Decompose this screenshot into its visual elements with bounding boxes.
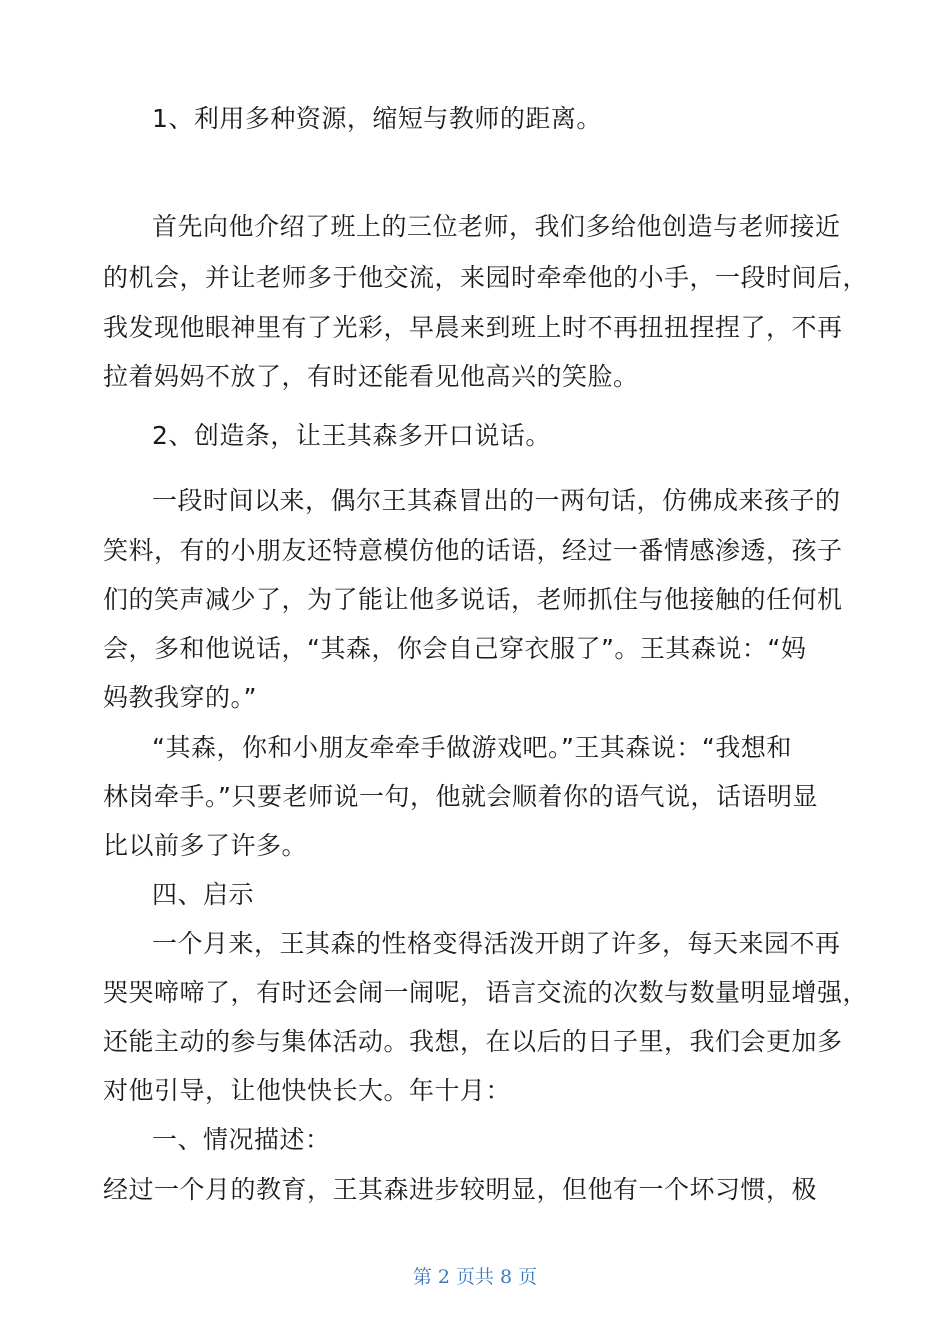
paragraph-heading-1: 1、利用多种资源，缩短与教师的距离。 xyxy=(152,104,602,133)
paragraph-line: 林岗牵手。”只要老师说一句，他就会顺着你的语气说，话语明显 xyxy=(103,782,818,811)
paragraph-line: 们的笑声减少了，为了能让他多说话，老师抓住与他接触的任何机 xyxy=(103,585,843,614)
paragraph-heading-2: 2、创造条，让王其森多开口说话。 xyxy=(152,421,551,450)
paragraph-line: 一个月来，王其森的性格变得活泼开朗了许多，每天来园不再 xyxy=(152,929,841,958)
paragraph-line: 我发现他眼神里有了光彩，早晨来到班上时不再扭扭捏捏了，不再 xyxy=(103,313,843,342)
paragraph-line: 哭哭啼啼了，有时还会闹一闹呢，语言交流的次数与数量明显增强， xyxy=(103,978,869,1007)
section-heading-1: 一、情况描述： xyxy=(152,1125,331,1154)
paragraph-line: 笑料，有的小朋友还特意模仿他的话语，经过一番情感渗透，孩子 xyxy=(103,536,843,565)
section-heading-4: 四、启示 xyxy=(152,880,255,909)
paragraph-line: 拉着妈妈不放了，有时还能看见他高兴的笑脸。 xyxy=(103,362,639,391)
paragraph-line: 首先向他介绍了班上的三位老师，我们多给他创造与老师接近 xyxy=(152,212,841,241)
paragraph-line: 经过一个月的教育，王其森进步较明显，但他有一个坏习惯，极 xyxy=(103,1175,818,1204)
paragraph-line: 妈教我穿的。” xyxy=(103,683,257,712)
paragraph-line: 对他引导，让他快快长大。年十月： xyxy=(103,1076,512,1105)
paragraph-line: 会，多和他说话，“其森，你会自己穿衣服了”。王其森说：“妈 xyxy=(103,634,807,663)
paragraph-line: 还能主动的参与集体活动。我想，在以后的日子里，我们会更加多 xyxy=(103,1027,843,1056)
paragraph-line: “其森，你和小朋友牵牵手做游戏吧。”王其森说：“我想和 xyxy=(152,733,792,762)
paragraph-line: 比以前多了许多。 xyxy=(103,831,308,860)
paragraph-line: 的机会，并让老师多于他交流，来园时牵牵他的小手，一段时间后， xyxy=(103,263,869,292)
paragraph-line: 一段时间以来，偶尔王其森冒出的一两句话，仿佛成来孩子的 xyxy=(152,486,841,515)
page-number-footer: 第 2 页共 8 页 xyxy=(412,1266,538,1288)
